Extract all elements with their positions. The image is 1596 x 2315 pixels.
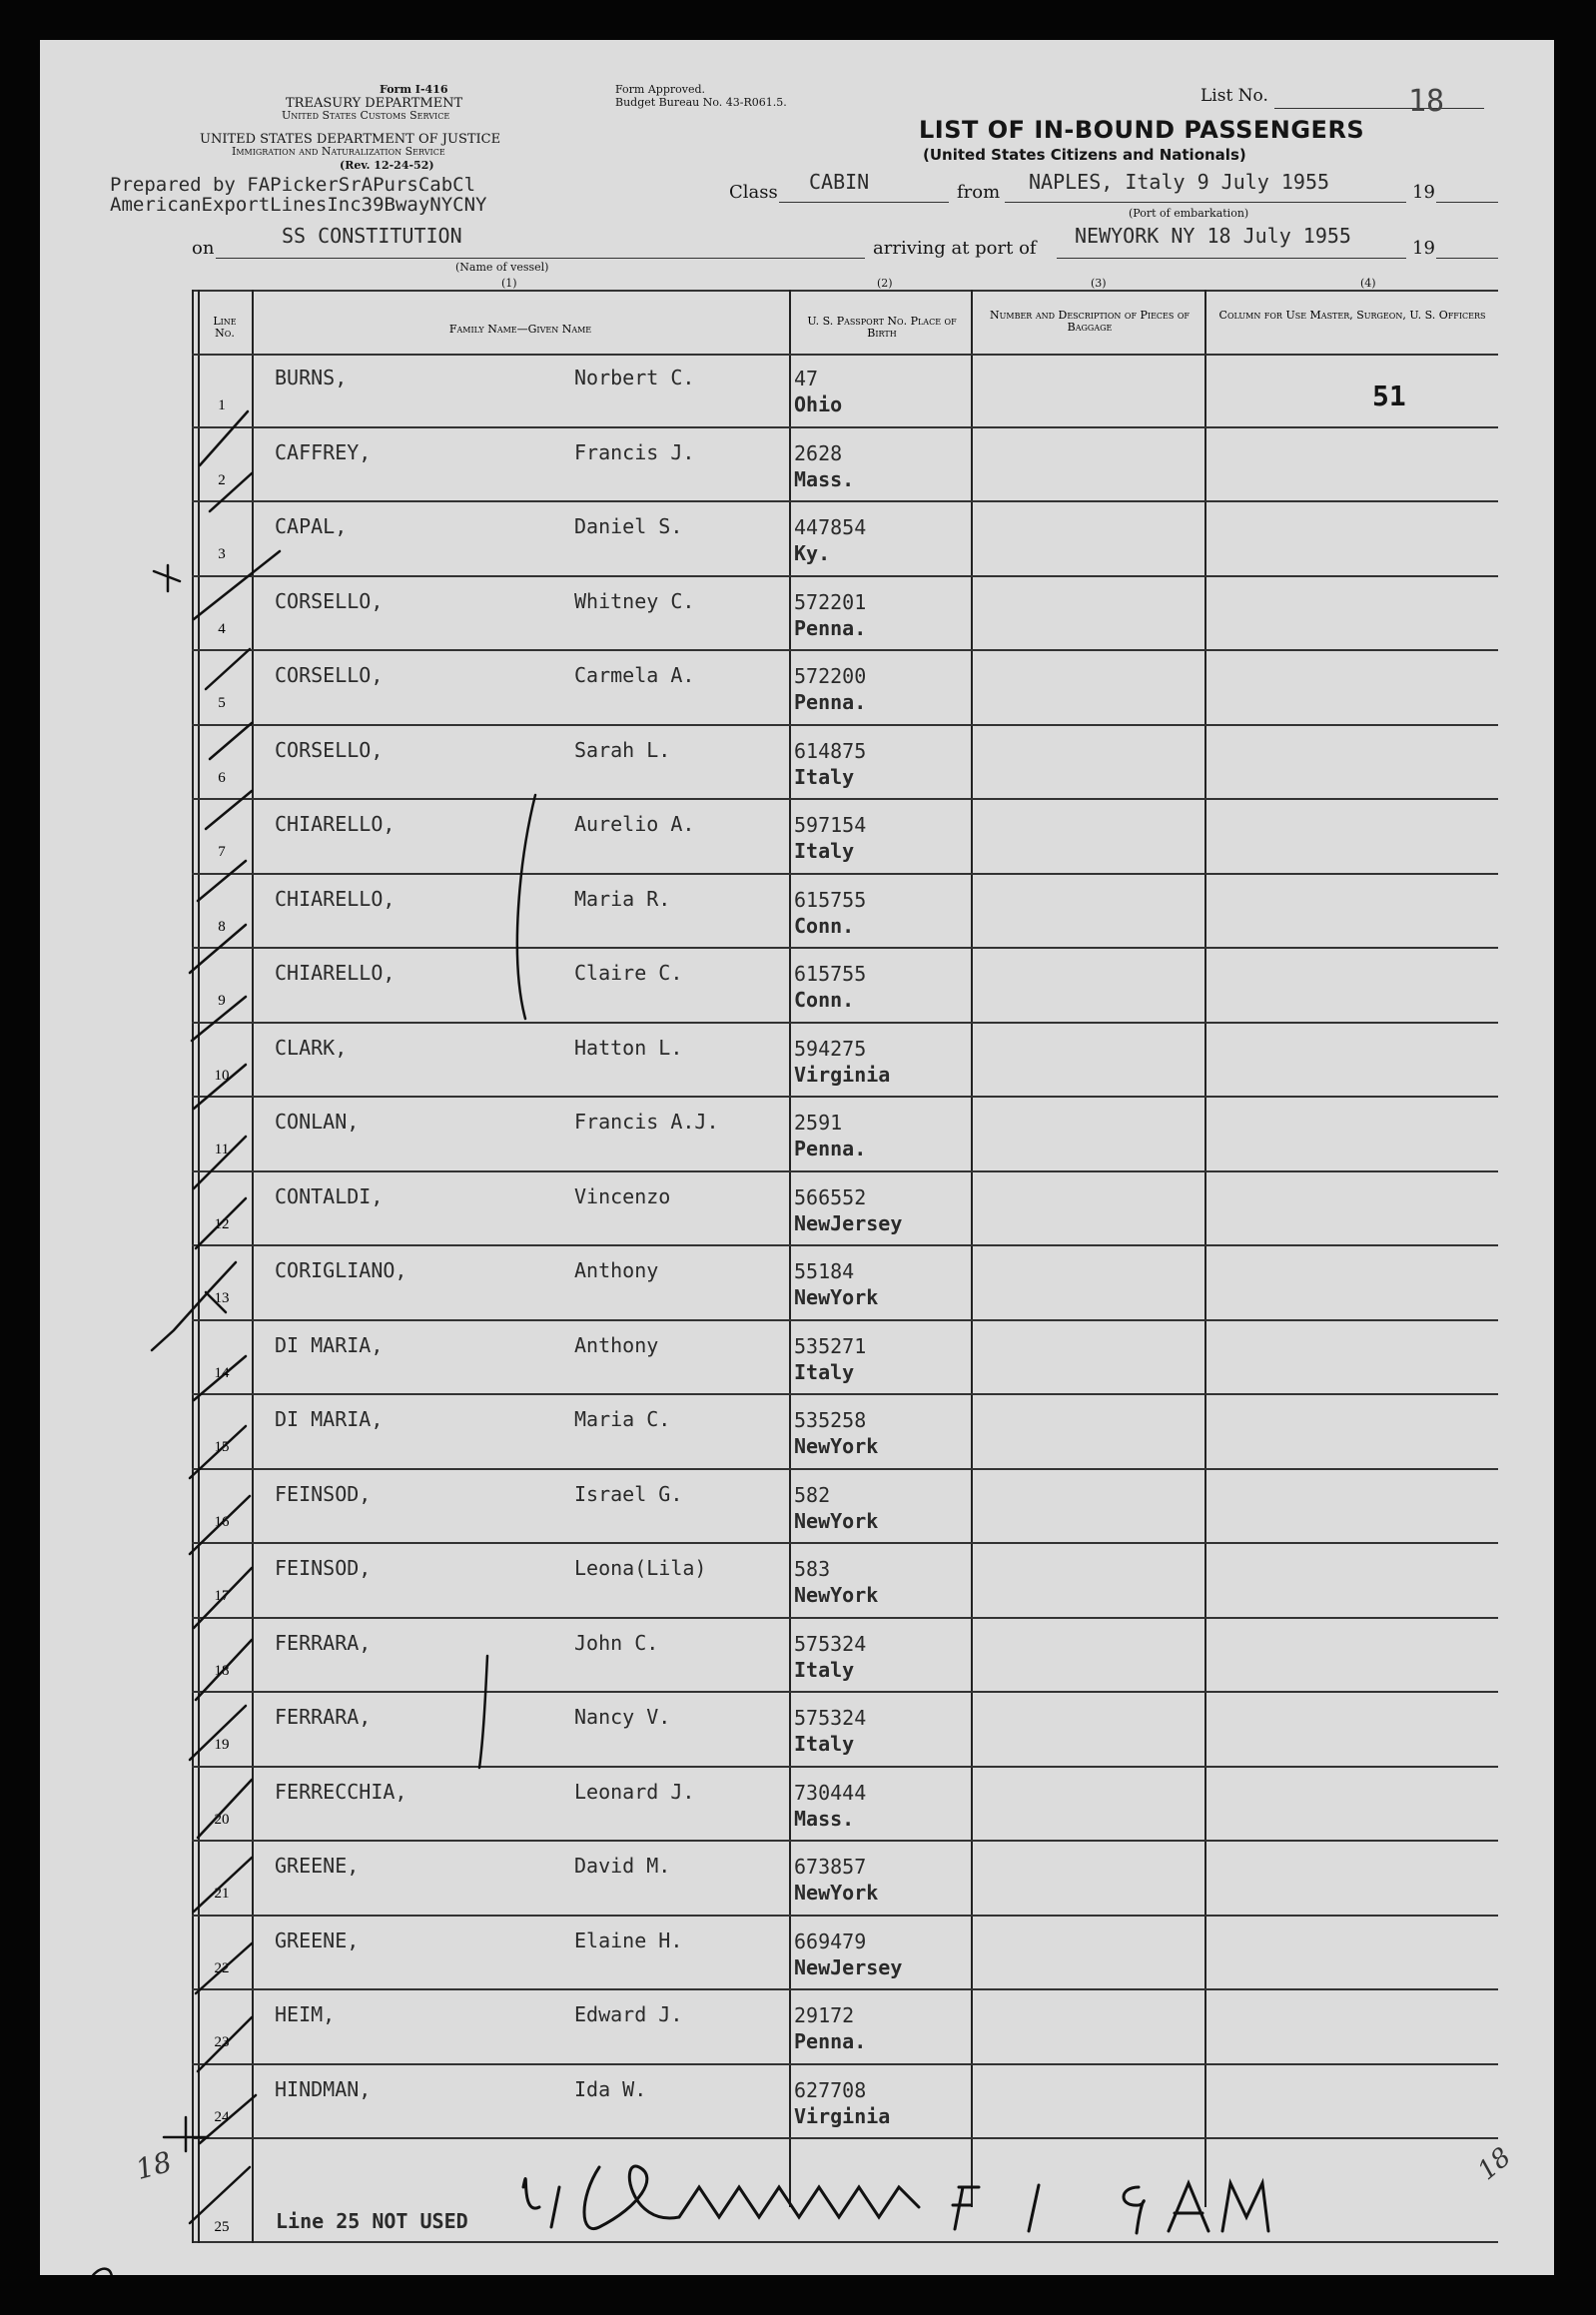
ins-service: Immigration and Naturalization Service	[232, 145, 445, 158]
given-name: Norbert C.	[574, 366, 695, 389]
passport-no: 669479	[794, 1929, 867, 1953]
given-name: Aurelio A.	[574, 812, 695, 836]
given-name: Francis J.	[574, 439, 695, 464]
place-of-birth: Ky.	[794, 541, 831, 565]
form-approved: Form Approved.	[615, 83, 706, 96]
given-name: Elaine H.	[574, 1928, 683, 1952]
family-name: CHIARELLO,	[275, 886, 396, 911]
from-value: NAPLES, Italy 9 July 1955	[1029, 170, 1330, 194]
line-number: 6	[218, 769, 226, 786]
family-name: HINDMAN,	[275, 2076, 372, 2101]
passport-no: 615755	[794, 887, 867, 912]
header-passport: U. S. Passport No. Place of Birth	[807, 315, 957, 340]
given-name: Edward J.	[574, 2002, 683, 2026]
passport-no: 597154	[794, 813, 867, 837]
line-number: 2	[218, 471, 226, 488]
list-no-label: List No.	[1200, 86, 1268, 106]
place-of-birth: NewYork	[794, 1434, 879, 1458]
treasury-dept: TREASURY DEPARTMENT	[286, 96, 463, 111]
line-number: 5	[218, 695, 226, 711]
passport-no: 2628	[794, 440, 843, 465]
family-name: CAPAL,	[275, 514, 348, 538]
family-name: DI MARIA,	[275, 1407, 384, 1431]
passport-no: 615755	[794, 962, 867, 986]
passport-no: 594275	[794, 1036, 867, 1061]
place-of-birth: Italy	[794, 1657, 855, 1682]
family-name: CHIARELLO,	[275, 812, 396, 836]
family-name: CHIARELLO,	[275, 961, 396, 985]
line-number: 1	[218, 397, 226, 413]
line-number: 18	[214, 1662, 230, 1679]
handwritten-marks	[40, 40, 1554, 2275]
document-title: LIST OF IN-BOUND PASSENGERS	[919, 116, 1365, 144]
place-of-birth: Penna.	[794, 615, 867, 640]
place-of-birth: Conn.	[794, 913, 855, 938]
place-of-birth: Italy	[794, 764, 855, 789]
passport-no: 535258	[794, 1408, 867, 1432]
budget-bureau: Budget Bureau No. 43-R061.5.	[615, 96, 787, 109]
line-number: 22	[214, 1959, 230, 1976]
place-of-birth: Italy	[794, 1732, 855, 1756]
document-subtitle: (United States Citizens and Nationals)	[923, 146, 1246, 164]
passport-no: 575324	[794, 1706, 867, 1730]
given-name: Whitney C.	[574, 588, 695, 613]
line-number: 25	[214, 2219, 230, 2235]
family-name: CAFFREY,	[275, 439, 372, 464]
family-name: CORSELLO,	[275, 737, 384, 762]
line-25-not-used: Line 25 NOT USED	[276, 2209, 468, 2233]
given-name: Ida W.	[574, 2076, 647, 2101]
family-name: DI MARIA,	[275, 1332, 384, 1357]
arrival-value: NEWYORK NY 18 July 1955	[1075, 224, 1351, 248]
passport-no: 55184	[794, 1259, 855, 1283]
line-number: 24	[214, 2108, 230, 2125]
given-name: David M.	[574, 1854, 671, 1878]
family-name: FERRARA,	[275, 1630, 372, 1655]
place-of-birth: Virginia	[794, 2103, 891, 2128]
given-name: Claire C.	[574, 961, 683, 985]
passport-no: 572200	[794, 664, 867, 688]
passport-no: 583	[794, 1557, 831, 1581]
place-of-birth: Italy	[794, 839, 855, 863]
family-name: BURNS,	[275, 366, 348, 389]
passport-no: 575324	[794, 1631, 867, 1656]
place-of-birth: Penna.	[794, 2029, 867, 2053]
line-number: 19	[214, 1737, 230, 1753]
place-of-birth: Penna.	[794, 690, 867, 714]
passport-no: 47	[794, 367, 819, 390]
family-name: CONLAN,	[275, 1110, 360, 1134]
year-suffix-2: 19	[1412, 238, 1435, 259]
place-of-birth: NewYork	[794, 1583, 879, 1607]
port-embark-caption: (Port of embarkation)	[1129, 207, 1249, 220]
header-baggage: Number and Description of Pieces of Baggage	[990, 309, 1190, 334]
family-name: CORIGLIANO,	[275, 1258, 407, 1282]
given-name: Israel G.	[574, 1481, 683, 1506]
passport-no: 673857	[794, 1855, 867, 1879]
family-name: FERRARA,	[275, 1705, 372, 1729]
header-line-no: Line No.	[213, 315, 237, 340]
header-officers: Column for Use Master, Surgeon, U. S. Officers	[1218, 309, 1486, 322]
margin-18-left: 18	[132, 2144, 176, 2187]
manifest-page	[40, 40, 1554, 2275]
justice-dept: UNITED STATES DEPARTMENT OF JUSTICE	[200, 132, 501, 147]
place-of-birth: Penna.	[794, 1137, 867, 1160]
line-number: 21	[214, 1886, 230, 1902]
line-number: 8	[218, 918, 226, 935]
given-name: Vincenzo	[574, 1183, 671, 1208]
place-of-birth: Ohio	[794, 392, 843, 416]
given-name: Carmela A.	[574, 663, 695, 687]
arriving-label: arriving at port of	[873, 238, 1037, 259]
vessel-caption: (Name of vessel)	[455, 261, 549, 274]
line-number: 7	[218, 844, 226, 860]
customs-service: United States Customs Service	[282, 109, 450, 122]
line-number: 23	[214, 2034, 230, 2050]
given-name: Nancy V.	[574, 1705, 671, 1729]
family-name: CLARK,	[275, 1035, 348, 1060]
col-number-3: (3)	[1091, 277, 1107, 290]
from-label: from	[957, 182, 1001, 203]
line-number: 14	[214, 1364, 230, 1381]
revision-date: (Rev. 12-24-52)	[340, 159, 434, 172]
class-value: CABIN	[809, 170, 870, 194]
given-name: Leonard J.	[574, 1779, 695, 1804]
class-label: Class	[729, 182, 778, 203]
given-name: Leona(Lila)	[574, 1556, 707, 1580]
col-number-1: (1)	[501, 277, 517, 290]
officer-column-value: 51	[1372, 380, 1406, 412]
margin-18-right: 18	[1472, 2141, 1517, 2187]
line-number: 11	[214, 1142, 230, 1158]
place-of-birth: Conn.	[794, 988, 855, 1012]
line-number: 17	[214, 1588, 230, 1604]
family-name: FEINSOD,	[275, 1481, 372, 1506]
header-name: Family Name—Given Name	[448, 323, 592, 336]
given-name: Francis A.J.	[574, 1110, 719, 1134]
on-label: on	[192, 238, 215, 259]
family-name: CORSELLO,	[275, 663, 384, 687]
family-name: CONTALDI,	[275, 1183, 384, 1208]
family-name: GREENE,	[275, 1854, 360, 1878]
place-of-birth: NewYork	[794, 1285, 879, 1309]
passport-no: 582	[794, 1482, 831, 1507]
place-of-birth: NewYork	[794, 1508, 879, 1533]
given-name: Sarah L.	[574, 737, 671, 762]
col-number-4: (4)	[1360, 277, 1376, 290]
year-suffix: 19	[1412, 182, 1435, 203]
given-name: Hatton L.	[574, 1035, 683, 1060]
line-number: 4	[218, 620, 226, 637]
line-number: 10	[214, 1067, 230, 1084]
place-of-birth: Virginia	[794, 1062, 891, 1087]
passport-no: 614875	[794, 738, 867, 763]
line-number: 9	[218, 993, 226, 1009]
given-name: Daniel S.	[574, 514, 683, 538]
passport-no: 2591	[794, 1111, 843, 1135]
line-number: 13	[214, 1290, 230, 1306]
given-name: Maria C.	[574, 1407, 671, 1431]
given-name: Maria R.	[574, 886, 671, 911]
line-number: 12	[214, 1215, 230, 1232]
passport-no: 29172	[794, 2003, 855, 2027]
passport-no: 627708	[794, 2077, 867, 2102]
family-name: CORSELLO,	[275, 588, 384, 613]
passport-no: 566552	[794, 1184, 867, 1209]
passport-no: 572201	[794, 589, 867, 614]
place-of-birth: Italy	[794, 1359, 855, 1384]
col-number-2: (2)	[877, 277, 893, 290]
given-name: Anthony	[574, 1258, 659, 1282]
family-name: GREENE,	[275, 1928, 360, 1952]
line-number: 15	[214, 1439, 230, 1455]
list-no-value: 18	[1408, 84, 1445, 119]
prepared-by: Prepared by FAPickerSrAPursCabCl	[110, 174, 476, 196]
family-name: HEIM,	[275, 2002, 336, 2026]
line-number: 20	[214, 1811, 230, 1828]
form-number: Form I-416	[380, 83, 448, 96]
family-name: FERRECCHIA,	[275, 1779, 407, 1804]
vessel-name: SS CONSTITUTION	[282, 224, 462, 248]
place-of-birth: NewJersey	[794, 1210, 903, 1235]
given-name: John C.	[574, 1630, 659, 1655]
passport-no: 447854	[794, 515, 867, 539]
line-number: 3	[218, 546, 226, 562]
line-number: 16	[214, 1513, 230, 1530]
family-name: FEINSOD,	[275, 1556, 372, 1580]
passport-no: 535271	[794, 1333, 867, 1358]
passport-no: 730444	[794, 1780, 867, 1805]
place-of-birth: Mass.	[794, 1806, 855, 1831]
place-of-birth: NewYork	[794, 1881, 879, 1905]
place-of-birth: NewJersey	[794, 1954, 903, 1979]
given-name: Anthony	[574, 1332, 659, 1357]
place-of-birth: Mass.	[794, 466, 855, 491]
prepared-by-company: AmericanExportLinesInc39BwayNYCNY	[110, 194, 487, 216]
